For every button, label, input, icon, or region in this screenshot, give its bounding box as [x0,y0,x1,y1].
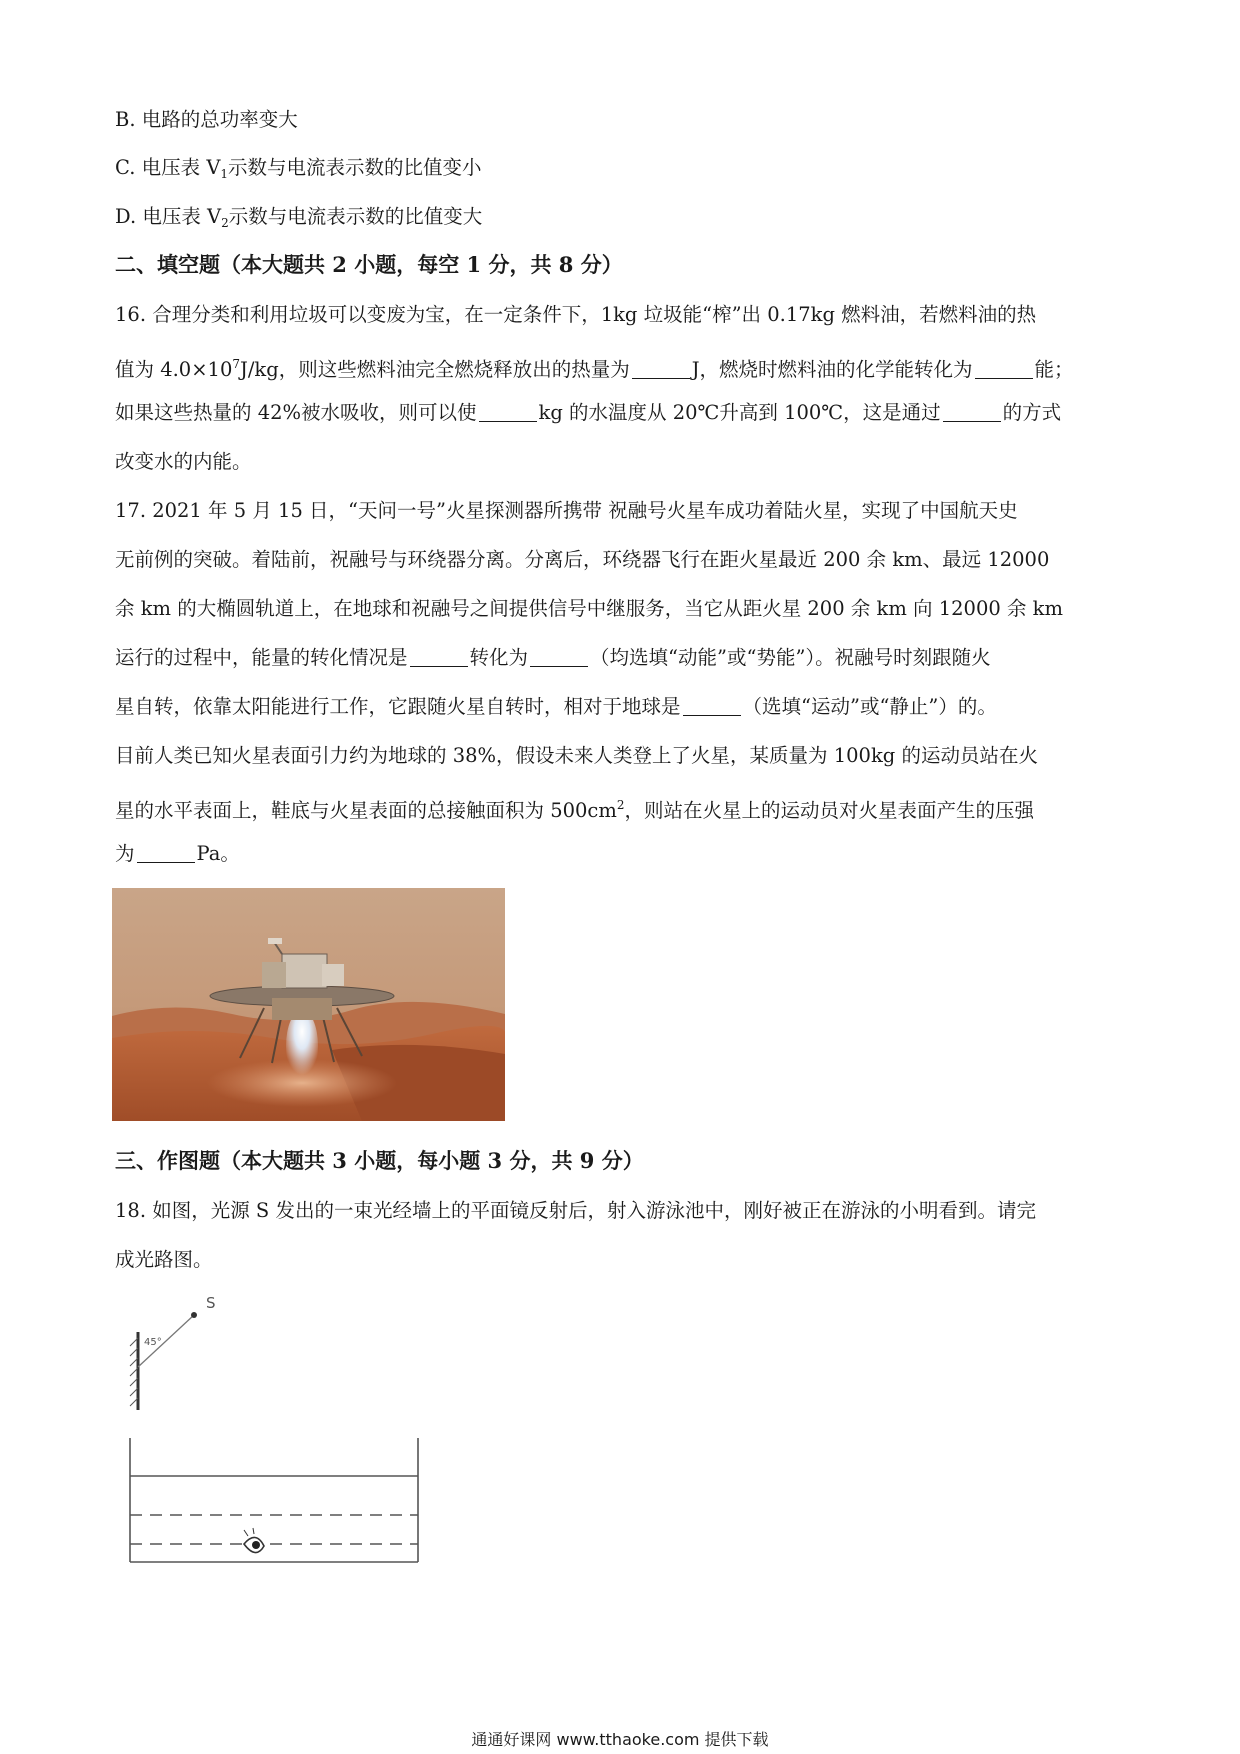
answer-blank[interactable] [137,843,195,864]
answer-blank[interactable] [479,402,537,423]
footer: 通通好课网 www.tthaoke.com 提供下载 [471,1730,769,1749]
q17-line-7: 星的水平表面上，鞋底与火星表面的总接触面积为 $500cm^2$，则站在火星上的运动员对火星表面产生的压强 [115,798,1034,822]
eye-icon [244,1528,264,1553]
light-source-point [191,1312,197,1318]
source-label: S [206,1294,216,1312]
answer-blank[interactable] [530,647,588,668]
q17-line-6: 目前人类已知火星表面引力约为地球的 38%，假设未来人类登上了火星，某质量为 100kg 的运动员站在火 [115,744,1038,767]
q17-line-8: 为 Pa。 [115,842,240,865]
answer-blank[interactable] [632,359,690,380]
answer-blank[interactable] [975,359,1033,380]
q18-line-2: 成光路图。 [115,1248,213,1271]
q16-line-1: 16. 合理分类和利用垃圾可以变废为宝，在一定条件下，1kg 垃圾能“榨”出 0.17kg 燃料油，若燃料油的热 [115,303,1037,326]
q17-line-5: 星自转，依靠太阳能进行工作，它跟随火星自转时，相对于地球是 （选填“运动”或“静止”）的。 [115,695,997,718]
q17-line-1: 17. 2021 年 5 月 15 日，“天问一号”火星探测器所携带 祝融号火星车成功着陆火星，实现了中国航天史 [115,499,1018,522]
answer-blank[interactable] [410,647,468,668]
q17-line-3: 余 km 的大椭圆轨道上，在地球和祝融号之间提供信号中继服务，当它从距火星 200 余 km 向 12000 余 km [115,597,1063,620]
answer-blank[interactable] [943,402,1001,423]
optics-diagram [120,1290,440,1570]
q16-line-3: 如果这些热量的 42%被水吸收，则可以使 kg 的水温度从 20℃升高到 100℃，这是通过 的方式 [115,401,1062,424]
q17-line-2: 无前例的突破。着陆前，祝融号与环绕器分离。分离后，环绕器飞行在距火星最近 200 余 km、最远 12000 [115,548,1050,571]
q16-line-2: 值为 $4.0\times 10^7J/kg$，则这些燃料油完全燃烧释放出的热量为 J，燃烧时燃料油的化学能转化为 能； [115,357,1074,381]
q18-line-1: 18. 如图，光源 S 发出的一束光经墙上的平面镜反射后，射入游泳池中，刚好被正在游泳的小明看到。请完 [115,1199,1036,1222]
angle-label: 45° [144,1337,162,1348]
q17-line-4: 运行的过程中，能量的转化情况是 转化为 （均选填“动能”或“势能”）。祝融号时刻跟随火 [115,646,991,669]
option-c: C. 电压表 $V_1$示数与电流表示数的比值变小 [115,156,482,181]
option-d: D. 电压表 $V_2$示数与电流表示数的比值变大 [115,205,483,230]
option-b: B. 电路的总功率变大 [115,108,298,131]
mars-lander-photo [112,888,505,1121]
section-heading-drawing: 三、作图题（本大题共 3 小题，每小题 3 分，共 9 分） [115,1148,644,1173]
q16-line-4: 改变水的内能。 [115,450,252,473]
answer-blank[interactable] [683,696,741,717]
section-heading-fill-in: 二、填空题（本大题共 2 小题，每空 1 分，共 8 分） [115,252,623,277]
